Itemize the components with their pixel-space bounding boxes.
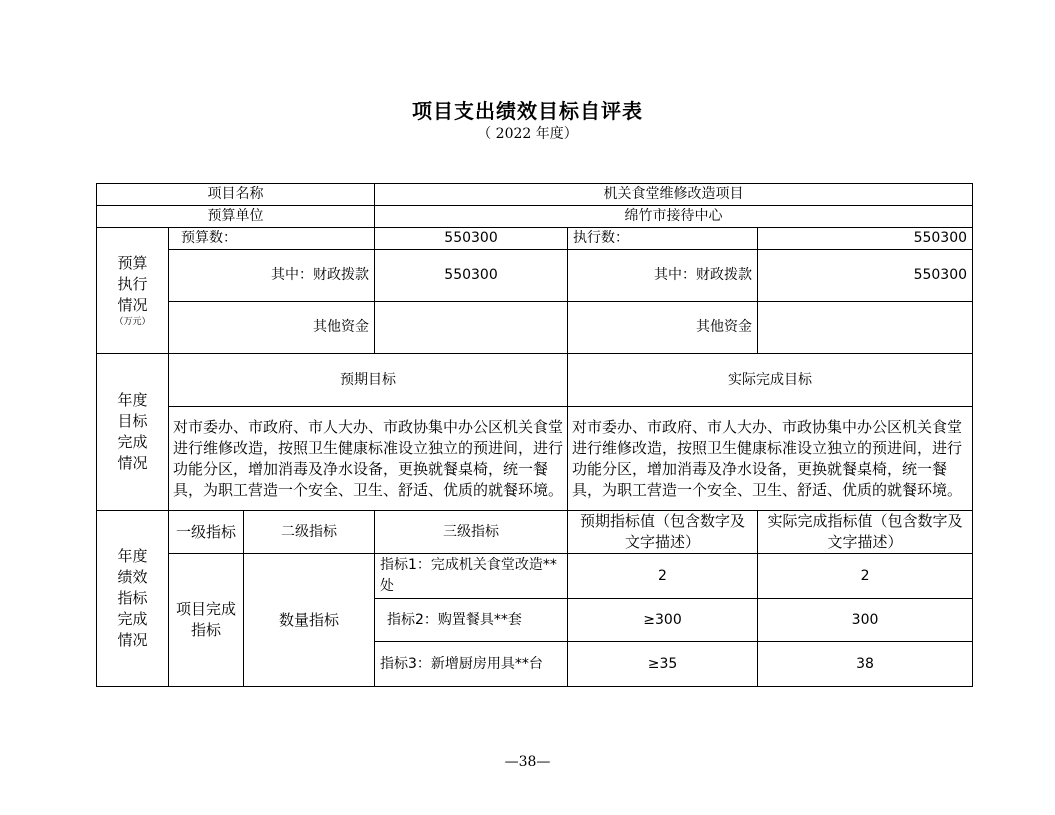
budget-amount-value: 550300 (375, 228, 568, 250)
page-number: —38— (504, 754, 551, 770)
indicator-section-line-2: 绩效 (117, 568, 148, 586)
expected-goal-header: 预期目标 (169, 354, 568, 407)
level2-header: 二级指标 (244, 511, 375, 554)
other-funds-exec-label: 其他资金 (568, 302, 758, 354)
indicator-section-line-1: 年度 (117, 547, 148, 565)
indicator-header-row (97, 511, 973, 554)
actual-goal-text: 对市委办、市政府、市人大办、市政协集中办公区机关食堂进行维修改造，按照卫生健康标准设立独立的预进间，进行功能分区，增加消毒及净水设备，更换就餐桌椅，统一餐具，为职工营造一个安全、卫生、舒适、优质的就餐环境。 (568, 407, 973, 511)
budget-section-line-1: 预算 (117, 254, 148, 272)
indicator-2-name: 指标2：购置餐具**套 (375, 599, 568, 642)
expected-value-header: 预期指标值（包含数字及文字描述） (568, 511, 758, 554)
budget-section-line-2: 执行 (117, 275, 148, 293)
actual-value-header: 实际完成指标值（包含数字及文字描述） (758, 511, 973, 554)
budget-amount-label: 预算数： (169, 228, 375, 250)
fiscal-budget-value: 550300 (375, 250, 568, 302)
budget-section-label (97, 228, 169, 354)
indicator-2-expected: ≥300 (568, 599, 758, 642)
project-name-value: 机关食堂维修改造项目 (375, 184, 973, 206)
actual-goal-header: 实际完成目标 (568, 354, 973, 407)
indicator-section-line-4: 完成 (117, 610, 148, 628)
fiscal-row (97, 250, 973, 302)
budget-unit-row (97, 206, 973, 228)
indicator-section-label (97, 511, 169, 687)
other-funds-label: 其他资金 (169, 302, 375, 354)
other-funds-row (97, 302, 973, 354)
goal-section-label (97, 354, 169, 511)
indicator-2-actual: 300 (758, 599, 973, 642)
indicator-1-actual: 2 (758, 554, 973, 599)
budget-section-line-3: 情况 (117, 296, 148, 314)
fiscal-exec-value: 550300 (758, 250, 973, 302)
page-title: 项目支出绩效目标自评表 (412, 99, 643, 123)
level2-value: 数量指标 (244, 554, 375, 687)
fiscal-exec-label: 其中：财政拨款 (568, 250, 758, 302)
indicator-section-line-5: 情况 (117, 631, 148, 649)
goal-text-row (97, 407, 973, 511)
budget-section-unit: （万元） (114, 317, 151, 327)
goal-section-line-2: 目标 (117, 412, 148, 430)
goal-section-line-1: 年度 (117, 391, 148, 409)
other-funds-exec-value (758, 302, 973, 354)
indicator-3-actual: 38 (758, 642, 973, 687)
indicator-3-expected: ≥35 (568, 642, 758, 687)
level3-header: 三级指标 (375, 511, 568, 554)
budget-unit-label: 预算单位 (97, 206, 375, 228)
budget-total-row (97, 228, 973, 250)
expected-goal-text: 对市委办、市政府、市人大办、市政协集中办公区机关食堂进行维修改造，按照卫生健康标准设立独立的预进间，进行功能分区，增加消毒及净水设备，更换就餐桌椅，统一餐具，为职工营造一个安全、卫生、舒适、优质的就餐环境。 (169, 407, 568, 511)
page-subtitle: （ 2022 年度） (477, 126, 578, 142)
table-row (97, 554, 973, 599)
goal-section-line-4: 情况 (117, 454, 148, 472)
other-funds-budget-value (375, 302, 568, 354)
performance-table (96, 183, 973, 687)
indicator-3-name: 指标3：新增厨房用具**台 (375, 642, 568, 687)
project-name-label: 项目名称 (97, 184, 375, 206)
goal-header-row (97, 354, 973, 407)
indicator-1-expected: 2 (568, 554, 758, 599)
indicator-1-name: 指标1：完成机关食堂改造**处 (375, 554, 568, 599)
level1-value: 项目完成指标 (169, 554, 244, 687)
exec-amount-label: 执行数： (568, 228, 758, 250)
goal-section-line-3: 完成 (117, 433, 148, 451)
budget-unit-value: 绵竹市接待中心 (375, 206, 973, 228)
level1-header: 一级指标 (169, 511, 244, 554)
indicator-section-line-3: 指标 (117, 589, 148, 607)
exec-amount-value: 550300 (758, 228, 973, 250)
project-name-row (97, 184, 973, 206)
fiscal-label: 其中：财政拨款 (169, 250, 375, 302)
